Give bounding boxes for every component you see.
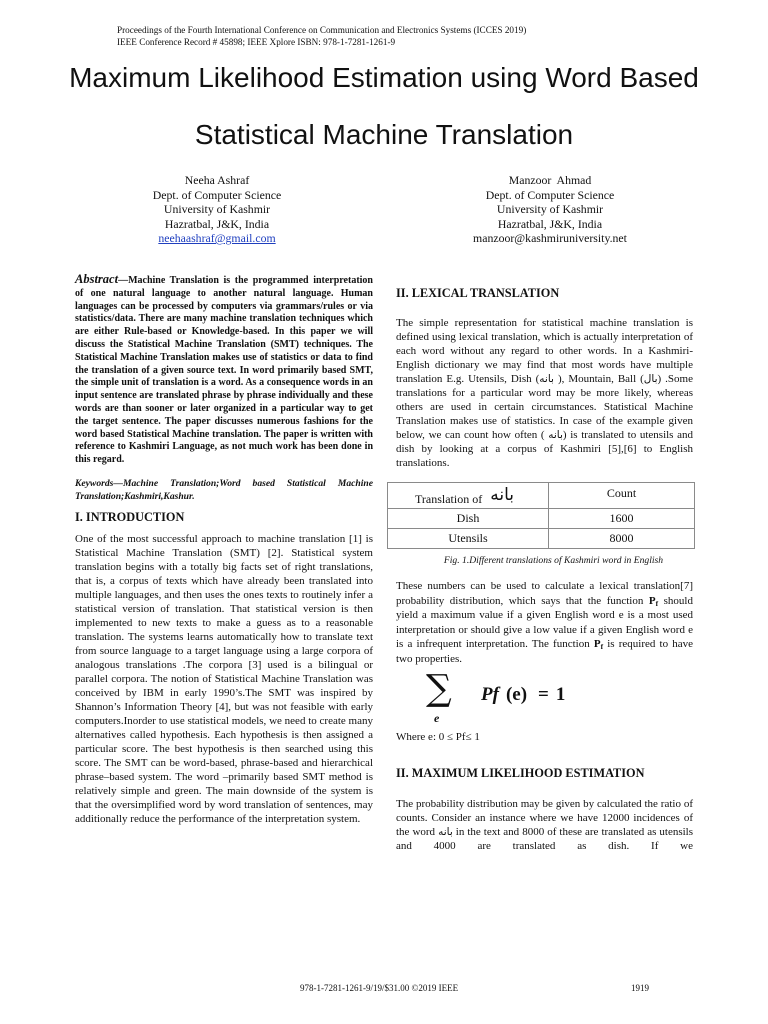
equation-expression	[481, 685, 565, 705]
symbol-base: P	[593, 638, 601, 650]
table-cell-count: 1600	[549, 509, 695, 529]
table-row	[388, 509, 695, 529]
record-line: IEEE Conference Record # 45898; IEEE Xplore ISBN: 978-1-7281-1261-9	[117, 37, 396, 47]
equation-function: Pf	[481, 684, 499, 705]
kashmiri-word: بانه	[438, 825, 453, 838]
table-row	[388, 529, 695, 549]
introduction-paragraph: One of the most successful approach to machine translation [1] is Statistical Machine Translation (SMT) [2]. Statistical system translation begins with a totally big facts set of right translations, that is, a corpus of texts which have already been translated into multiple languages, and then uses the ones texts to routinely infer a statistical version of translation. That statistical version is then implemented to new texts to make a guess as to a reasonable translation. The systems learns automatically how to translate text from source language to a target language using a large corpora of analogous translations .The corpora [3] used is a bilingual or parallel corpora. The notion of Statistical Machine Translation was conceived by IBM in early 1990’s.The SMT was inspired by Shannon’s Information Theory [4], but was not feasible with early computers.Inorder to use statistical models, we need to create many alternatives called hypothesis. Each hypothesis is then assigned a particular score. The best hypothesis is then searched using this score. The SMT can be word-based, phrase-based and hierarchical phrase–based system. The word –primarily based SMT method is relatively simple and green. The main downside of the system is that the oversimplified word by word translation of sentences, may additionally reduce the performance of the interpretation system.	[75, 533, 373, 826]
paragraph-text: The simple representation for statistical machine translation is defined using lexical translation, which is actually interpretation of each word without any regard to other words. In a Kashmiri-English dictionary we may find that most words have multiple translation E.g. Utensils, Dish (	[396, 317, 693, 385]
section-heading-mle: II. MAXIMUM LIKELIHOOD ESTIMATION	[396, 766, 645, 780]
table-header-count: Count	[549, 483, 695, 509]
author-email-link[interactable]: neehaashraf@gmail.com	[158, 231, 276, 245]
section-heading-lexical-translation: II. LEXICAL TRANSLATION	[396, 286, 560, 300]
author-location: Hazratbal, J&K, India	[164, 216, 270, 231]
equation-rhs: 1	[555, 684, 566, 705]
author-name: Manzoor Ahmad	[508, 173, 592, 187]
equation-condition: Where e: 0 ≤ Pf≤ 1	[396, 731, 480, 743]
table-cell-translation: Utensils	[388, 529, 549, 549]
translation-count-table	[387, 482, 695, 549]
abstract-text: —Machine Translation is the programmed interpretation of one natural language to another natural language. Human languages can be processed by computers via grammars/rules or via statistics/data. There are many machine translation techniques which are either Rule-based or Knowledge-based. In this paper we will discuss the Statistical Machine Translation (SMT) techniques. The Statistical Machine Translation makes use of statistics or data to find the translation of a given source text. In word primarily based SMT, the simple unit of translation is a word. As a consequence words in an input sentence are translated phrase by phrase individually and these words are than sooner or later organized in a particular way to get the target sentence. The paper discusses numerous fashions for the word based Statistical Machine translation. The paper is written with reference to Kashmiri Language, as not much work has been done in this regard.	[75, 275, 373, 466]
function-symbol	[649, 595, 658, 607]
paragraph-text: should yield a maximum value if a given English word e is a most used interpretation or should give a low value if a given English word e is a infrequent interpretation. The function	[396, 594, 693, 650]
section-heading-introduction: I. INTRODUCTION	[75, 509, 185, 524]
title-line-1: Maximum Likelihood Estimation using Word Based	[69, 62, 699, 93]
paragraph-text: is required to have two properties.	[396, 638, 693, 665]
paragraph-text: ) .Some translations for a particular word may be more likely, whereas others are used in certain circumstances. Statistical Machine Translation makes use of statistics. In case of the example given below, we can count how often (	[396, 373, 693, 441]
title-line-2: Statistical Machine Translation	[194, 119, 574, 150]
page-number: 1919	[631, 983, 649, 993]
table-header-row	[388, 483, 695, 509]
kashmiri-word: بال	[643, 373, 658, 385]
lexical-translation-paragraph-2	[396, 579, 693, 666]
keywords	[75, 477, 373, 503]
figure-caption: Fig. 1.Different translations of Kashmiri word in English	[443, 555, 664, 566]
keywords-label: Keywords	[75, 477, 114, 489]
author-department: Dept. of Computer Science	[485, 187, 615, 202]
author-1	[97, 173, 337, 246]
function-symbol	[594, 638, 603, 650]
author-department: Dept. of Computer Science	[152, 187, 282, 202]
kashmiri-word: بانه	[548, 429, 563, 441]
keywords-text: —Machine Translation;Word based Statistical Machine Translation;Kashmiri,Kashur.	[75, 477, 373, 502]
table-header-translation	[388, 483, 549, 509]
kashmiri-word: بانه	[490, 484, 514, 505]
mle-paragraph	[396, 797, 693, 853]
paragraph-text: ), Mountain, Ball (	[553, 373, 644, 385]
symbol-base: P	[648, 594, 656, 607]
lexical-translation-paragraph-1	[396, 316, 693, 470]
author-university: University of Kashmir	[496, 202, 604, 216]
equation-argument: (e)	[505, 684, 528, 705]
table-cell-count: 8000	[549, 529, 695, 549]
table-header-label: Translation of	[415, 491, 483, 506]
table-cell-translation: Dish	[388, 509, 549, 529]
symbol-subscript: f	[655, 598, 659, 608]
right-column	[396, 286, 693, 853]
abstract	[75, 273, 373, 467]
running-header	[117, 24, 526, 48]
kashmiri-word: بانه	[539, 373, 554, 385]
paragraph-text: These numbers can be used to calculate a lexical translation[7] probability distribution, which says that the function	[396, 580, 693, 607]
paragraph-text: in the text and 8000 of these are translated as utensils and 4000 are translated as dish. If we	[396, 825, 693, 852]
equation-equals: =	[538, 684, 549, 705]
symbol-subscript: f	[600, 642, 604, 651]
paragraph-text: The probability distribution may be given by calculated the ratio of counts. Consider an instance where we have 12000 incidences of the word	[396, 797, 693, 838]
author-university: University of Kashmir	[163, 202, 271, 216]
paper-title	[0, 49, 768, 163]
summation-index: e	[434, 711, 440, 725]
summation-symbol: ∑	[426, 668, 452, 709]
author-2	[430, 173, 670, 246]
author-name: Neeha Ashraf	[184, 173, 250, 187]
author-email: manzoor@kashmiruniversity.net	[473, 231, 627, 245]
author-location: Hazratbal, J&K, India	[497, 216, 603, 231]
conference-line: Proceedings of the Fourth International Conference on Communication and Electronics Systems (ICCES 2019)	[117, 25, 527, 35]
abstract-label: Abstract	[75, 272, 119, 286]
left-column	[75, 273, 373, 826]
footer-copyright: 978-1-7281-1261-9/19/$31.00 ©2019 IEEE	[300, 983, 459, 993]
probability-sum-equation	[396, 669, 693, 725]
paragraph-text: ) is translated to utensils and dish by looking at a corpus of Kashmiri [5],[6] to English translations.	[396, 429, 694, 469]
